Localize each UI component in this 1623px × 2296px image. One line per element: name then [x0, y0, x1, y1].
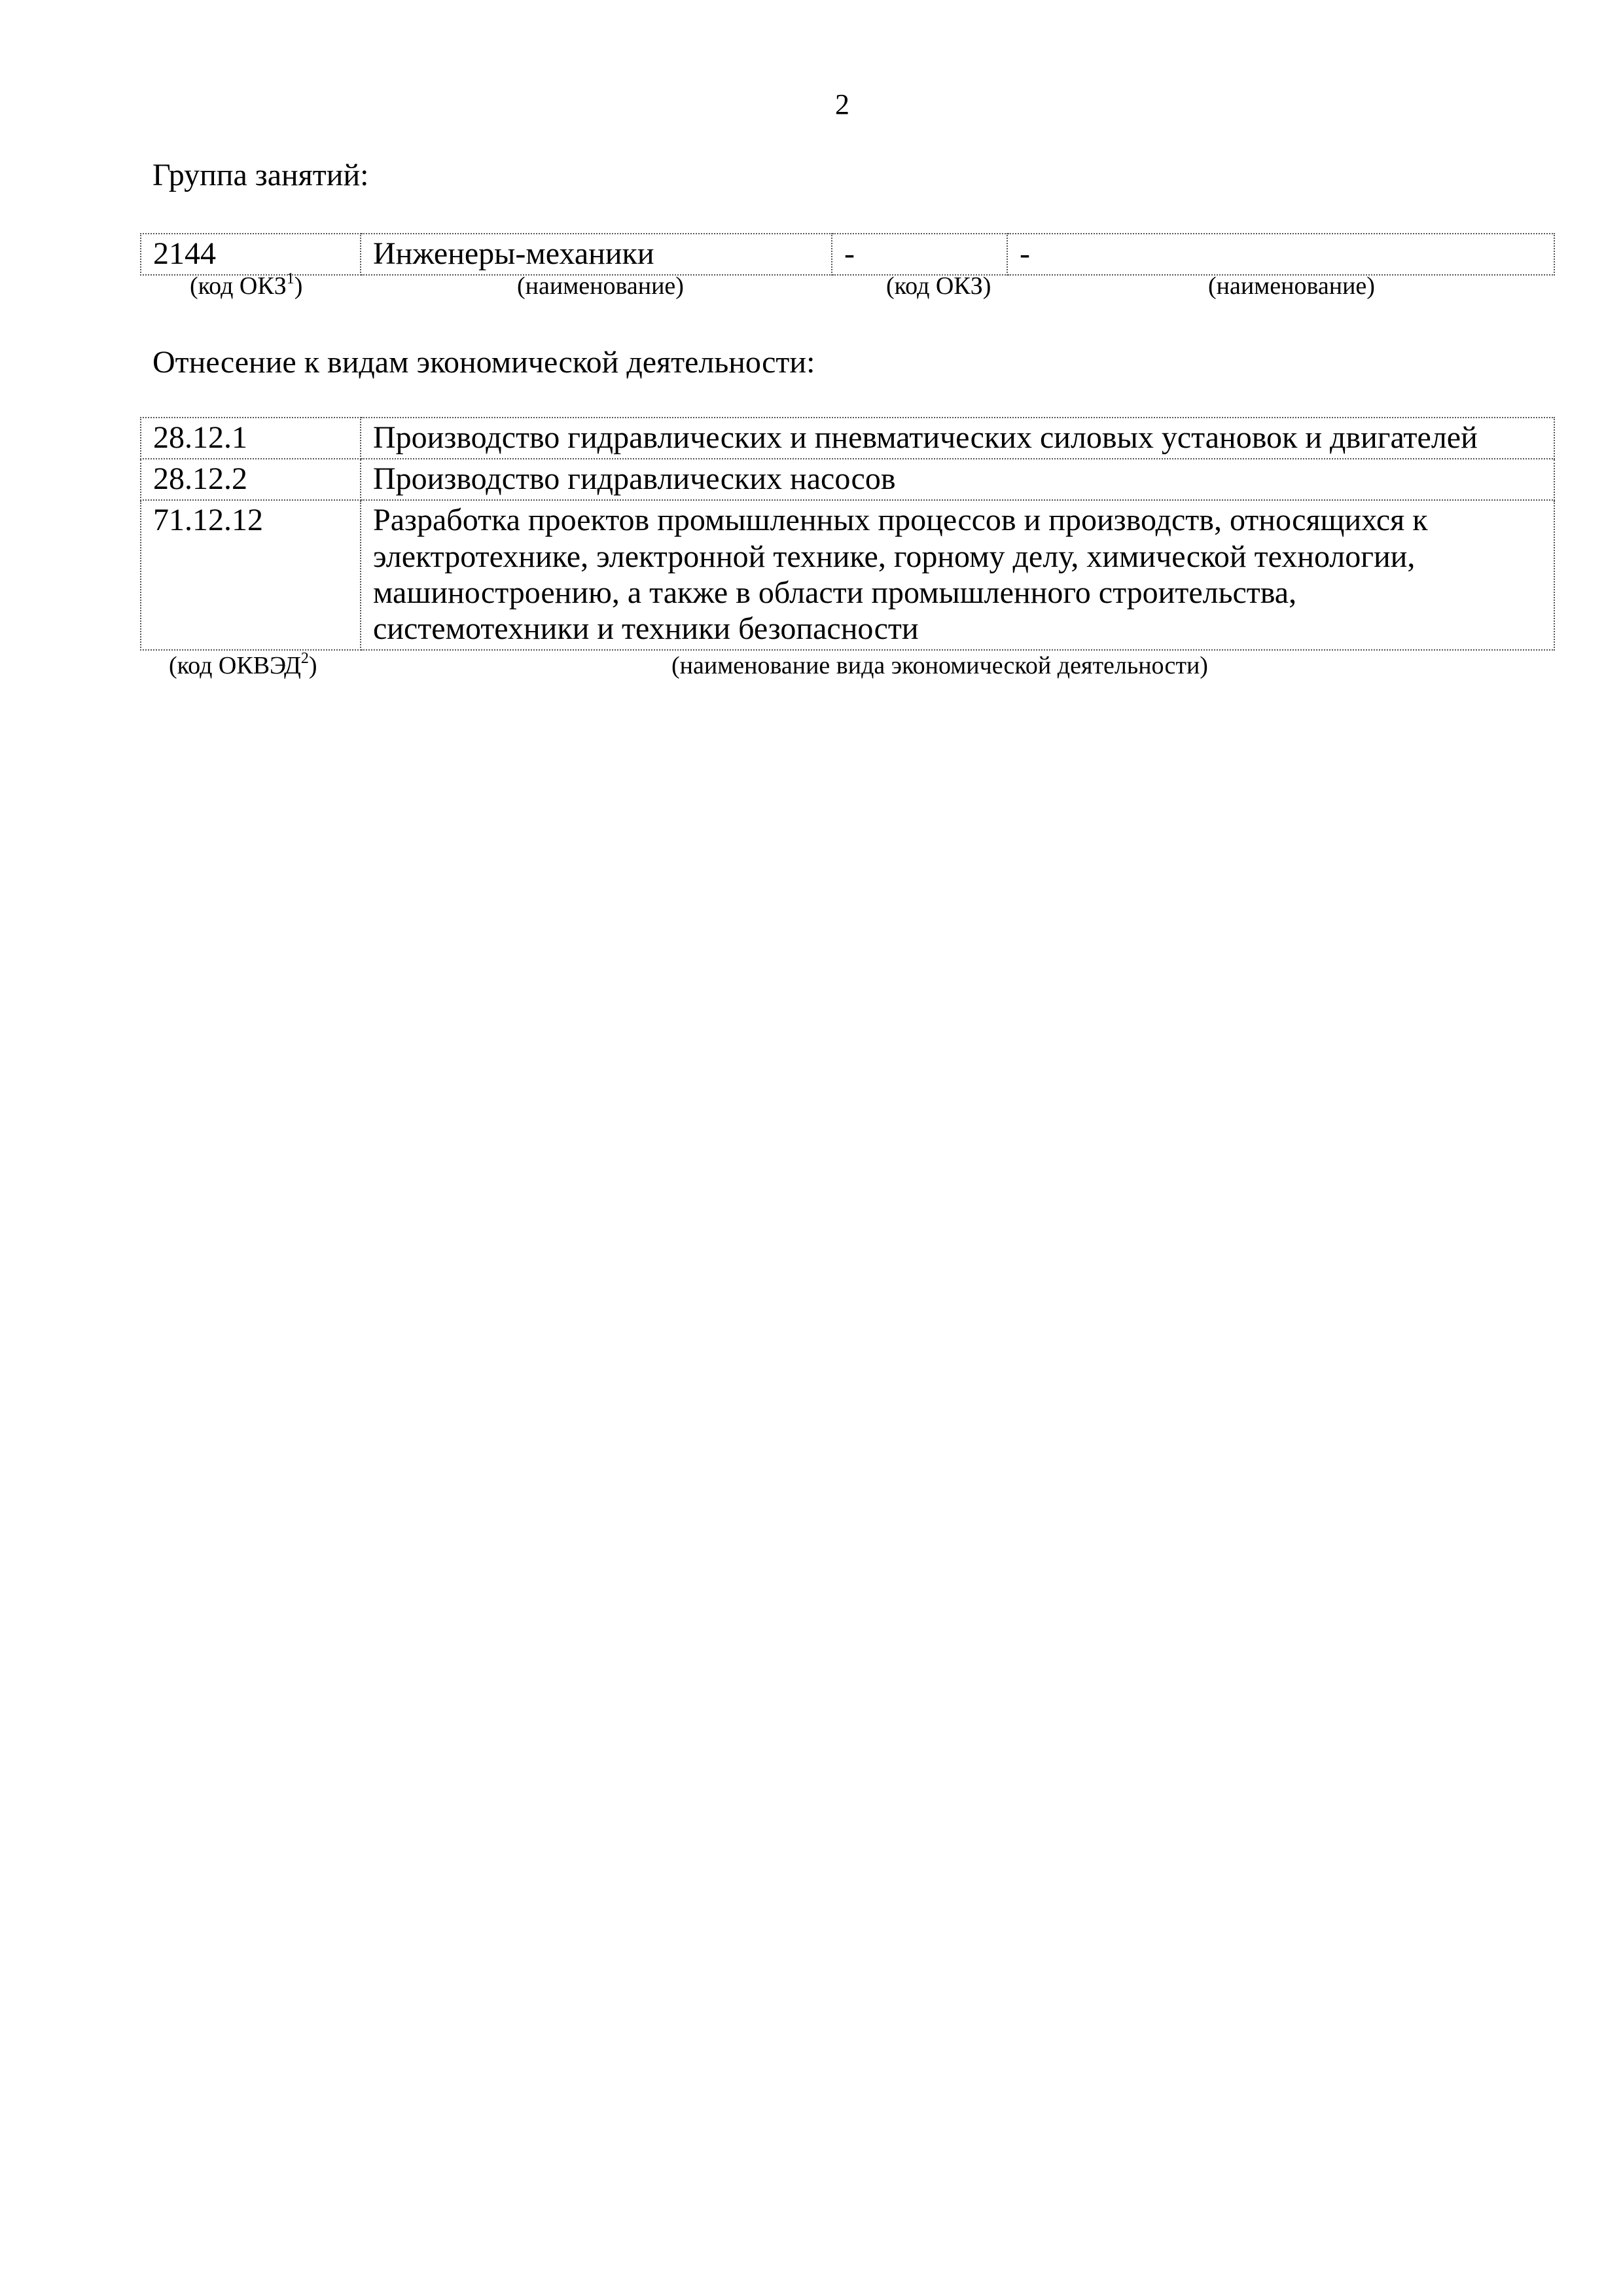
footnote-marker: 1: [286, 270, 294, 287]
occupation-name-cell-2: -: [1007, 234, 1554, 275]
caption-activity-name: (наименование вида экономической деятельности): [671, 652, 1208, 679]
occupation-name-cell: Инженеры-механики: [361, 234, 832, 275]
caption-okz-code: [190, 270, 303, 300]
caption-text: (код ОКВЭД: [169, 652, 301, 679]
okved-code-cell: 28.12.2: [141, 459, 361, 500]
footnote-marker: 2: [300, 650, 309, 667]
table-row: [141, 500, 1554, 650]
caption-close: ): [308, 652, 317, 679]
activity-name-cell: Производство гидравлических и пневматических силовых установок и двигателей: [361, 418, 1554, 459]
economic-activities-table: [140, 417, 1555, 651]
table-row: [141, 418, 1554, 459]
occupation-group-table: [140, 233, 1555, 276]
page-number: 2: [835, 88, 849, 120]
caption-okved-code: [169, 650, 317, 679]
caption-close: ): [294, 272, 303, 300]
caption-name: (наименование): [517, 272, 684, 300]
activity-name-cell: Производство гидравлических насосов: [361, 459, 1554, 500]
caption-name-2: (наименование): [1208, 272, 1375, 300]
activity-name-cell: Разработка проектов промышленных процессов и производств, относящихся к электротехнике, электронной технике, горному делу, химической технологии, машиностроению, а также в области промышленного строительства, системотехники и техники безопасности: [361, 500, 1554, 650]
table-row: [141, 459, 1554, 500]
table-row: [141, 234, 1554, 275]
okz-code-cell: 2144: [141, 234, 361, 275]
caption-okz-code-2: (код ОКЗ): [886, 272, 991, 300]
okved-code-cell: 71.12.12: [141, 500, 361, 650]
caption-text: (код ОКЗ: [190, 272, 287, 300]
okz-code-cell-2: -: [832, 234, 1007, 275]
okved-code-cell: 28.12.1: [141, 418, 361, 459]
occupation-group-heading: Группа занятий:: [152, 158, 369, 192]
economic-activities-heading: Отнесение к видам экономической деятельности:: [152, 345, 815, 380]
